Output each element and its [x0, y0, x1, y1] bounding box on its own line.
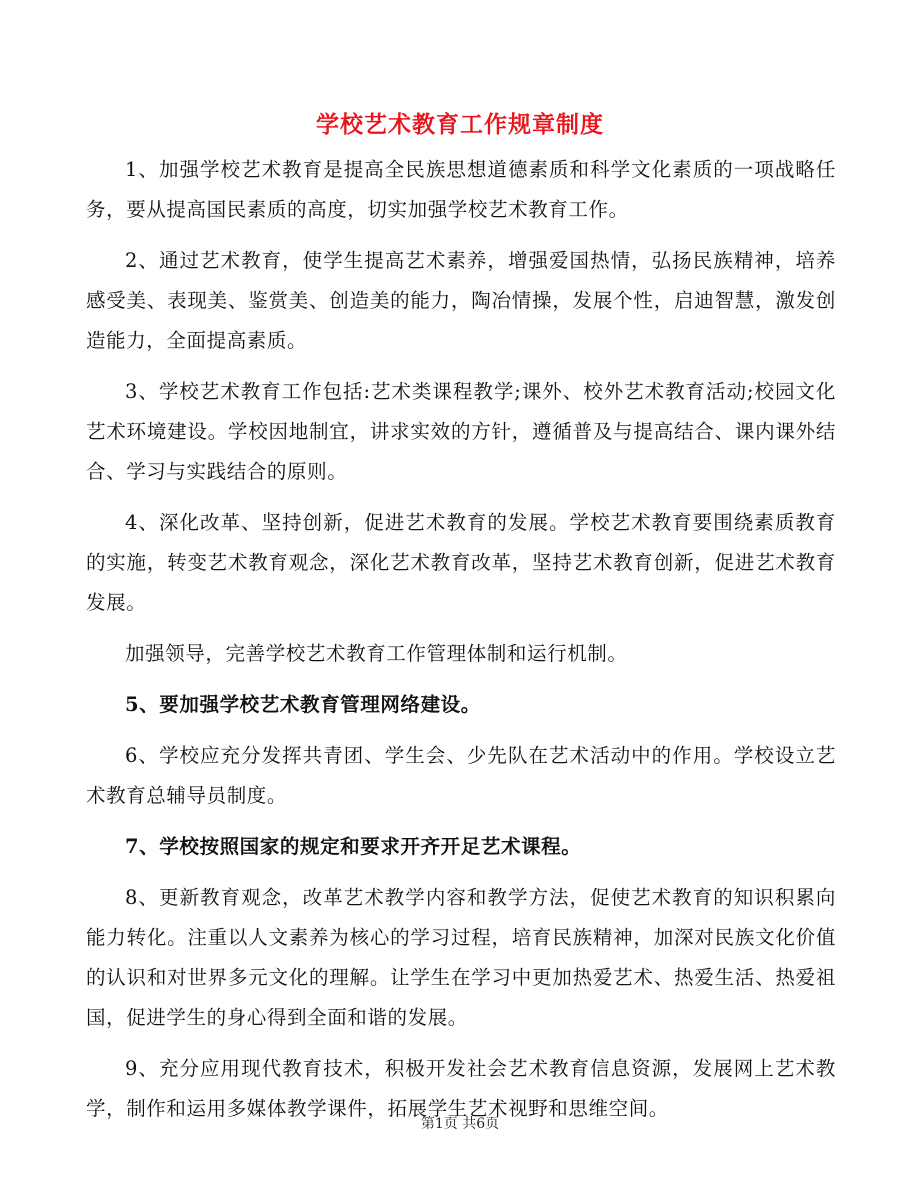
paragraph-3: 3、学校艺术教育工作包括:艺术类课程教学;课外、校外艺术教育活动;校园文化艺术环境建设。学校因地制宜，讲求实效的方针，遵循普及与提高结合、课内课外结合、学习与实践结合的原则。: [86, 380, 836, 483]
paragraph-leadership: 加强领导，完善学校艺术教育工作管理体制和运行机制。: [125, 642, 628, 665]
document-body: [86, 150, 836, 1140]
document-title: 学校艺术教育工作规章制度: [316, 111, 604, 138]
paragraph-5: 5、要加强学校艺术教育管理网络建设。: [125, 693, 481, 716]
paragraph-1: 1、加强学校艺术教育是提高全民族思想道德素质和科学文化素质的一项战略任务，要从提高国民素质的高度，切实加强学校艺术教育工作。: [86, 158, 836, 221]
paragraph-9: 9、充分应用现代教育技术，积极开发社会艺术教育信息资源，发展网上艺术教学，制作和运用多媒体教学课件，拓展学生艺术视野和思维空间。: [86, 1057, 836, 1120]
paragraph-4: 4、深化改革、坚持创新，促进艺术教育的发展。学校艺术教育要围绕素质教育的实施，转变艺术教育观念，深化艺术教育改革，坚持艺术教育创新，促进艺术教育发展。: [86, 511, 836, 614]
paragraph-8: 8、更新教育观念，改革艺术教学内容和教学方法，促使艺术教育的知识积累向能力转化。注重以人文素养为核心的学习过程，培育民族精神，加深对民族文化价值的认识和对世界多元文化的理解。让学生在学习中更加热爱艺术、热爱生活、热爱祖国，促进学生的身心得到全面和谐的发展。: [86, 886, 836, 1029]
paragraph-2: 2、通过艺术教育，使学生提高艺术素养，增强爱国热情，弘扬民族精神，培养感受美、表现美、鉴赏美、创造美的能力，陶冶情操，发展个性，启迪智慧，激发创造能力，全面提高素质。: [86, 249, 836, 352]
paragraph-7: 7、学校按照国家的规定和要求开齐开足艺术课程。: [125, 835, 582, 858]
paragraph-6: 6、学校应充分发挥共青团、学生会、少先队在艺术活动中的作用。学校设立艺术教育总辅导员制度。: [86, 744, 836, 807]
page-number: 第1页 共6页: [420, 1116, 500, 1132]
